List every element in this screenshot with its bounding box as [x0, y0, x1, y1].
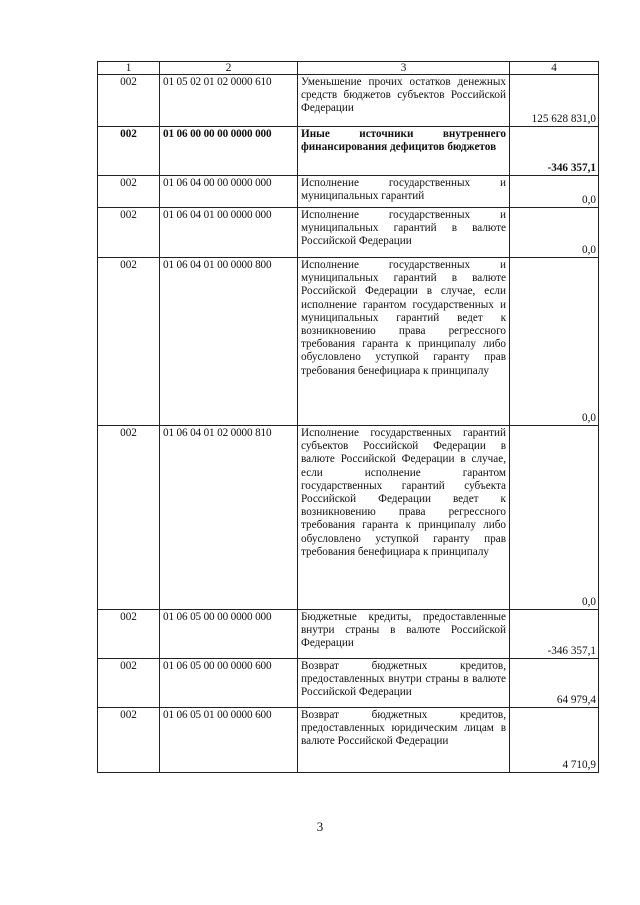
table-row [98, 426, 599, 610]
item-name-cell: Уменьшение прочих остатков денежных средств бюджетов субъектов Российской Федерации [298, 75, 510, 127]
table-body [98, 75, 599, 773]
admin-code-cell: 002 [98, 208, 160, 258]
column-header-1: 1 [98, 62, 160, 75]
amount-cell: 125 628 831,0 [510, 75, 599, 127]
budget-code-cell: 01 06 04 01 00 0000 800 [160, 258, 298, 426]
amount-cell: -346 357,1 [510, 610, 599, 659]
budget-code-cell: 01 06 04 01 00 0000 000 [160, 208, 298, 258]
amount-cell: 0,0 [510, 176, 599, 208]
amount-cell: 0,0 [510, 208, 599, 258]
amount-cell: 4 710,9 [510, 708, 599, 773]
item-name-cell: Бюджетные кредиты, предоставленные внутри страны в валюте Российской Федерации [298, 610, 510, 659]
table-row [98, 610, 599, 659]
budget-code-cell: 01 06 04 01 02 0000 810 [160, 426, 298, 610]
item-name-cell: Исполнение государственных и муниципальных гарантий [298, 176, 510, 208]
item-name-cell: Возврат бюджетных кредитов, предоставленных внутри страны в валюте Российской Федерации [298, 659, 510, 708]
page-number: 3 [316, 819, 324, 834]
admin-code-cell: 002 [98, 659, 160, 708]
sources-financing-table [97, 61, 599, 773]
admin-code-cell: 002 [98, 426, 160, 610]
amount-cell: 0,0 [510, 258, 599, 426]
table-row [98, 75, 599, 127]
admin-code-cell: 002 [98, 75, 160, 127]
budget-code-cell: 01 06 00 00 00 0000 000 [160, 127, 298, 176]
item-name-cell: Возврат бюджетных кредитов, предоставленных юридическим лицам в валюте Российской Федерации [298, 708, 510, 773]
budget-code-cell: 01 06 05 00 00 0000 000 [160, 610, 298, 659]
amount-cell: 64 979,4 [510, 659, 599, 708]
budget-code-cell: 01 06 05 01 00 0000 600 [160, 708, 298, 773]
item-name-cell: Иные источники внутреннего финансирования дефицитов бюджетов [298, 127, 510, 176]
budget-code-cell: 01 06 05 00 00 0000 600 [160, 659, 298, 708]
table-row [98, 659, 599, 708]
amount-cell: 0,0 [510, 426, 599, 610]
item-name-cell: Исполнение государственных и муниципальных гарантий в валюте Российской Федерации [298, 208, 510, 258]
admin-code-cell: 002 [98, 708, 160, 773]
column-header-2: 2 [160, 62, 298, 75]
admin-code-cell: 002 [98, 176, 160, 208]
item-name-cell: Исполнение государственных и муниципальных гарантий в валюте Российской Федерации в случае, если исполнение гарантом государственных и муниципальных гарантий ведет к возникновению права регрессного требования гаранта к принципалу либо обусловлено уступкой гаранту прав требования бенефициара к принципалу [298, 258, 510, 426]
table-row [98, 127, 599, 176]
table-row [98, 258, 599, 426]
column-header-4: 4 [510, 62, 599, 75]
amount-cell: -346 357,1 [510, 127, 599, 176]
budget-code-cell: 01 05 02 01 02 0000 610 [160, 75, 298, 127]
column-header-3: 3 [298, 62, 510, 75]
table-header-row [98, 62, 599, 75]
admin-code-cell: 002 [98, 127, 160, 176]
table-row [98, 708, 599, 773]
item-name-cell: Исполнение государственных гарантий субъектов Российской Федерации в валюте Российской Федерации в случае, если исполнение гарантом государственных гарантий субъекта Российской Федерации ведет к возникновению права регрессного требования гаранта к принципалу либо обусловлено уступкой гаранту прав требования бенефициара к принципалу [298, 426, 510, 610]
admin-code-cell: 002 [98, 258, 160, 426]
table-row [98, 208, 599, 258]
table-row [98, 176, 599, 208]
admin-code-cell: 002 [98, 610, 160, 659]
budget-code-cell: 01 06 04 00 00 0000 000 [160, 176, 298, 208]
